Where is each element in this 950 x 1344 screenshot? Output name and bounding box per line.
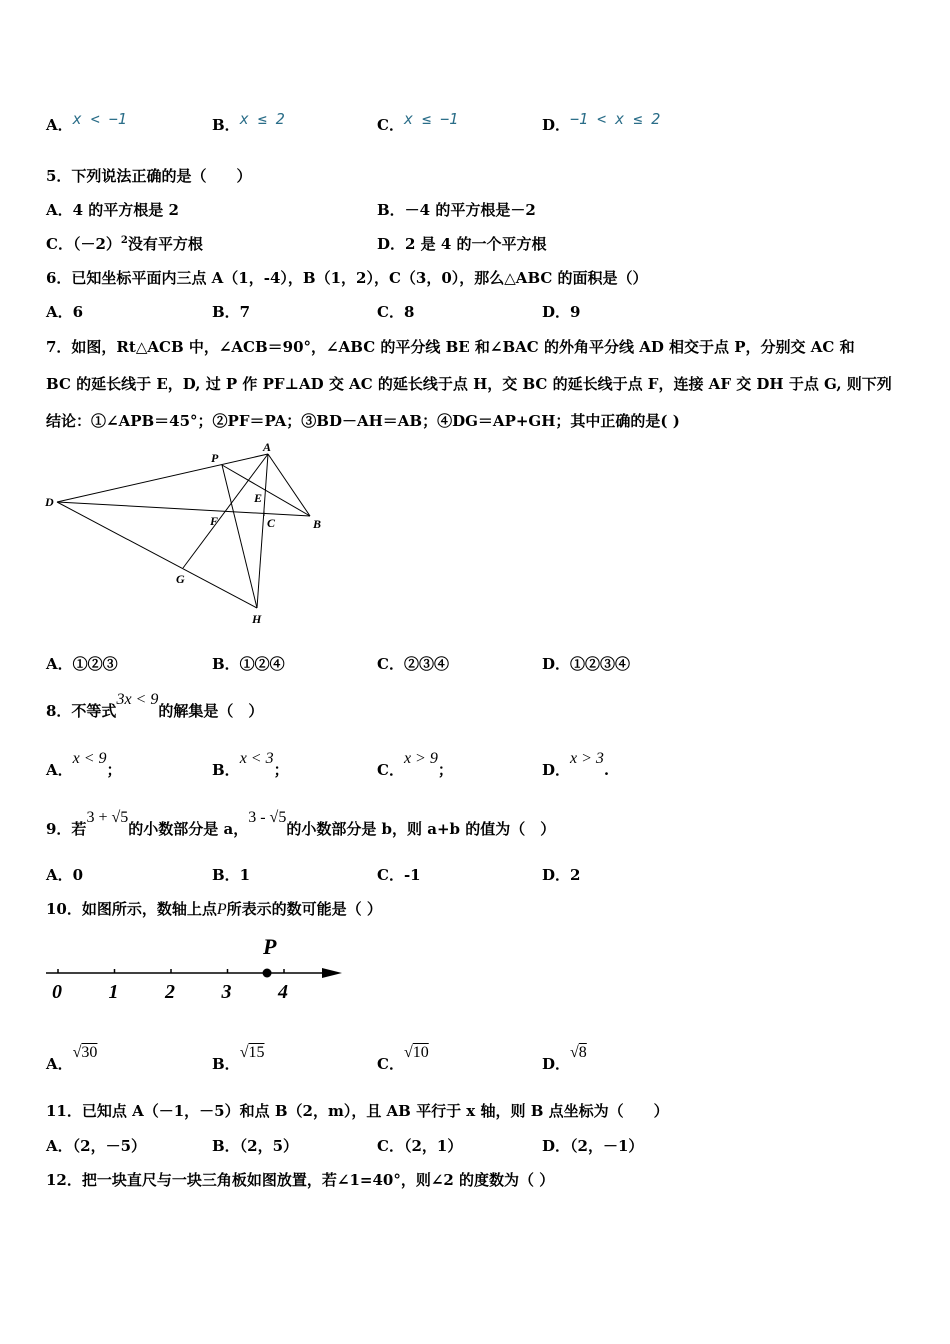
line-AG [183, 454, 268, 568]
label-B: B [313, 517, 322, 531]
q6-option-b[interactable]: B．7 [212, 303, 251, 321]
label-H: H [252, 612, 262, 626]
q8-option-d[interactable]: D．x > 3. [542, 750, 610, 779]
label-G: G [176, 572, 185, 586]
q5-option-a[interactable]: A．4 的平方根是 2 [46, 201, 179, 219]
q8-option-a[interactable]: A．x < 9； [46, 750, 122, 779]
tick-label-0: 0 [52, 981, 62, 1003]
tick-label-1: 1 [108, 981, 119, 1003]
q9-option-d[interactable]: D．2 [542, 866, 581, 884]
label-D: D [45, 495, 54, 509]
line-DA [57, 454, 268, 502]
q6-option-c[interactable]: C．8 [377, 303, 415, 321]
q10-option-a[interactable]: A．√30 [46, 1044, 98, 1073]
q7-stem-line3: 结论：①∠APB＝45°；②PF＝PA；③BD－AH＝AB；④DG＝AP+GH；其中正确的是( ) [46, 412, 680, 430]
q10-option-b[interactable]: B．√15 [212, 1044, 265, 1073]
q7-option-b[interactable]: B．①②④ [212, 655, 285, 673]
q10-number-line [40, 930, 350, 1010]
q9-expr-2: 3 - √5 [248, 809, 287, 826]
q4-option-d[interactable]: D．−1 < x ≤ 2 [542, 110, 661, 134]
q7-geometry-figure [40, 438, 340, 628]
q7-stem-line1: 7．如图，Rt△ACB 中，∠ACB＝90°，∠ABC 的平分线 BE 和∠BAC 的外角平分线 AD 相交于点 P，分别交 AC 和 [46, 338, 855, 356]
arrow-head-icon [322, 968, 342, 978]
q6-option-a[interactable]: A．6 [46, 303, 84, 321]
q11-option-d[interactable]: D．（2，－1） [542, 1137, 644, 1155]
q6-stem: 6．已知坐标平面内三点 A（1，-4），B（1，2），C（3，0），那么△ABC 的面积是（） [46, 269, 648, 287]
tick-label-2: 2 [165, 981, 175, 1003]
q8-stem: 8．不等式3x < 9的解集是（ ） [46, 691, 264, 720]
label-P: P [211, 451, 219, 465]
line-AB [268, 454, 310, 516]
q12-stem: 12．把一块直尺与一块三角板如图放置，若∠1=40°，则∠2 的度数为（ ） [46, 1171, 555, 1189]
q10-option-c[interactable]: C．√10 [377, 1044, 429, 1073]
q9-expr-1: 3 + √5 [86, 809, 129, 826]
q9-option-b[interactable]: B．1 [212, 866, 251, 884]
q5-option-d[interactable]: D．2 是 4 的一个平方根 [377, 235, 547, 253]
line-PH [222, 465, 257, 608]
tick-label-3: 3 [221, 981, 232, 1003]
line-AH [257, 454, 268, 608]
q10-option-d[interactable]: D．√8 [542, 1044, 587, 1073]
q9-stem: 9．若3 + √5的小数部分是 a，3 - √5的小数部分是 b，则 a+b 的值为（ ） [46, 809, 556, 838]
tick-label-4: 4 [278, 981, 288, 1003]
line-PB [222, 465, 310, 516]
q6-option-d[interactable]: D．9 [542, 303, 581, 321]
label-C: C [267, 516, 276, 530]
q11-option-c[interactable]: C．（2，1） [377, 1137, 463, 1155]
point-P [263, 969, 272, 978]
q8-option-b[interactable]: B．x < 3； [212, 750, 289, 779]
q5-option-b[interactable]: B．－4 的平方根是－2 [377, 201, 536, 219]
label-F: F [210, 514, 219, 528]
point-P-label: P [263, 934, 277, 959]
q11-option-a[interactable]: A．（2，－5） [46, 1137, 147, 1155]
q11-option-b[interactable]: B．（2，5） [212, 1137, 299, 1155]
q7-option-d[interactable]: D．①②③④ [542, 655, 631, 673]
q7-stem-line2: BC 的延长线于 E，D, 过 P 作 PF⊥AD 交 AC 的延长线于点 H，交 BC 的延长线于点 F，连接 AF 交 DH 于点 G, 则下列 [46, 375, 892, 393]
q8-option-c[interactable]: C．x > 9； [377, 750, 453, 779]
q5-option-c[interactable]: C．$(-2)^2$没有平方根 [46, 235, 203, 253]
q4-option-a[interactable]: A．x < −1 [46, 110, 127, 134]
q11-stem: 11．已知点 A（－1，－5）和点 B（2，m），且 AB 平行于 x 轴，则 B 点坐标为（ ） [46, 1102, 669, 1120]
q9-option-a[interactable]: A．0 [46, 866, 84, 884]
label-E: E [254, 491, 263, 505]
q7-option-a[interactable]: A．①②③ [46, 655, 118, 673]
q7-option-c[interactable]: C．②③④ [377, 655, 449, 673]
q5-stem: 5．下列说法正确的是（ ） [46, 167, 252, 185]
q4-option-b[interactable]: B．x ≤ 2 [212, 110, 285, 134]
line-DB [57, 502, 310, 516]
label-A: A [263, 440, 272, 454]
q8-inequality: 3x < 9 [116, 691, 159, 708]
q4-option-c[interactable]: C．x ≤ −1 [377, 110, 459, 134]
line-DH [57, 502, 257, 608]
q9-option-c[interactable]: C．-1 [377, 866, 421, 884]
q10-stem: 10．如图所示，数轴上点P所表示的数可能是（ ） [46, 900, 382, 918]
